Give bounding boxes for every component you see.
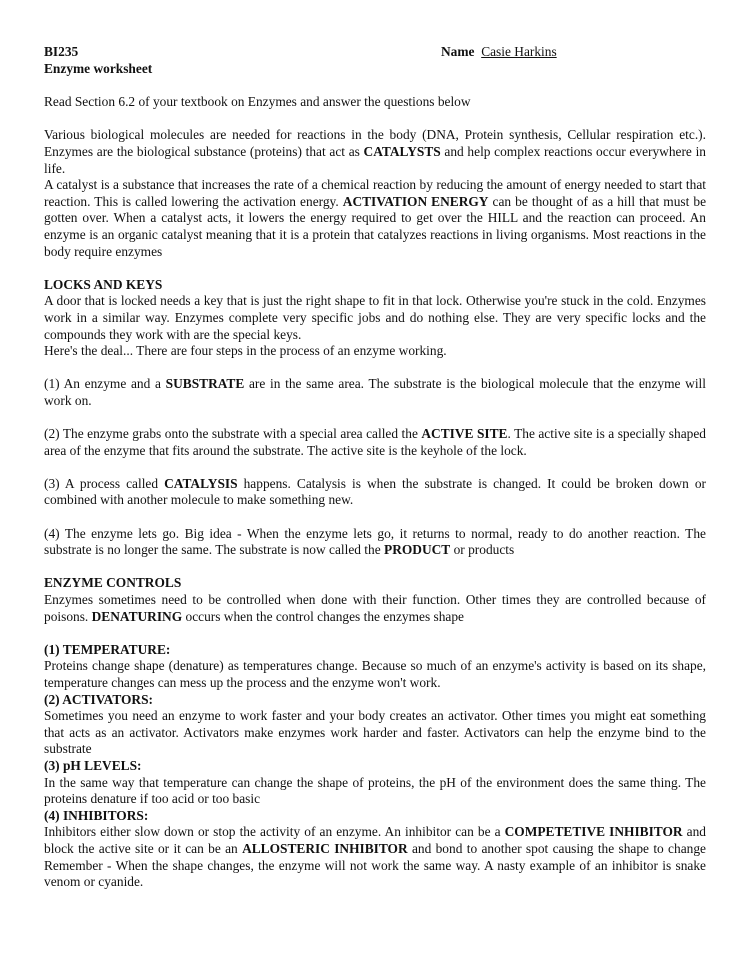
student-name: Casie Harkins [481, 44, 557, 59]
text-run: In the same way that temperature can change the shape of proteins, the pH of the environment does the same thing. The proteins denature if too acid or too basic [44, 774, 706, 807]
bold-term: CATALYSIS [164, 475, 238, 491]
bold-term: PRODUCT [384, 542, 451, 558]
step-1-substrate [44, 376, 706, 409]
text-run: happens. Catalysis is when the substrate is changed. It could be broken down or combined with another molecule to make something new. [44, 475, 706, 508]
text-run: Inhibitors either slow down or stop the activity of an enzyme. An inhibitor can be a [44, 824, 505, 840]
temperature-body [44, 658, 706, 691]
text-run: Various biological molecules are needed for reactions in the body (DNA, Protein synthesis, Cellular respiration etc.). Enzymes are the biological substance (proteins) that act as [44, 127, 706, 159]
text-run: can be thought of as a hill that must be gotten over. When a catalyst acts, it lowers the energy required to get over the HILL and the reaction can proceed. An enzyme is an organic catalyst meaning that it is a protein that catalyzes reactions in living organisms. Most reactions in the body require enzymes [44, 193, 707, 259]
text-run: are in the same area. The substrate is the biological molecule that the enzyme will work on. [44, 376, 706, 408]
text-run: A catalyst is a substance that increases the rate of a chemical reaction by reducing the amount of energy needed to start that reaction. This is called lowering the activation energy. [44, 177, 706, 209]
text-run: (2) The enzyme grabs onto the substrate with a special area called the [44, 426, 422, 442]
spacer [44, 260, 706, 277]
bold-term: CATALYSTS [363, 143, 441, 159]
ph-levels-heading: (3) pH LEVELS: [44, 757, 142, 773]
spacer [44, 111, 706, 128]
four-steps-intro: Here's the deal... There are four steps in the process of an enzyme working. [44, 343, 447, 359]
spacer [44, 625, 706, 642]
text-run: occurs when the control changes the enzymes shape [182, 608, 465, 624]
locks-and-keys-heading: LOCKS AND KEYS [44, 276, 163, 292]
name-label: Name [441, 44, 475, 59]
worksheet-title: Enzyme worksheet [44, 61, 153, 76]
activators-body [44, 708, 706, 758]
text-run: and help complex reactions occur everywhere in life. [44, 143, 706, 176]
inhibitors-heading: (4) INHIBITORS: [44, 807, 149, 823]
worksheet-content [44, 44, 706, 891]
spacer [44, 509, 706, 526]
bold-term: ACTIVATION ENERGY [342, 193, 489, 209]
text-run: (1) An enzyme and a [44, 376, 166, 392]
header-row [44, 44, 706, 61]
text-run: and block the active site or it can be an [44, 824, 706, 856]
instructions: Read Section 6.2 of your textbook on Enzymes and answer the questions below [44, 94, 471, 110]
spacer [44, 559, 706, 576]
text-run: or products [450, 542, 515, 558]
spacer [44, 360, 706, 377]
text-run: . The active site is a specially shaped area of the enzyme that fits around the substrate. The active site is the keyhole of the lock. [44, 426, 706, 458]
bold-term: COMPETETIVE INHIBITOR [504, 824, 683, 840]
text-run: (4) The enzyme lets go. Big idea - When the enzyme lets go, it returns to normal, ready to do another reaction. The substrate is no longer the same. The substrate is now called the [44, 525, 706, 558]
intro-paragraph-activation-energy [44, 177, 706, 260]
enzyme-controls-heading: ENZYME CONTROLS [44, 575, 182, 591]
text-run: Sometimes you need an enzyme to work faster and your body creates an activator. Other times you might eat something that acts as an activator. Activators make enzymes work harder and faster. Activators can help the enzyme bind to the substrate [44, 708, 706, 757]
bold-term: DENATURING [91, 608, 183, 624]
step-3-catalysis [44, 476, 706, 509]
text-run: Enzymes sometimes need to be controlled when done with their function. Other times they are controlled because of poisons. [44, 592, 706, 624]
inhibitors-body [44, 824, 706, 890]
spacer [44, 78, 706, 95]
text-run: and bond to another spot causing the shape to change Remember - When the shape changes, the enzyme will not work the same way. A nasty example of an inhibitor is snake venom or cyanide. [44, 840, 706, 890]
bold-term: ALLOSTERIC INHIBITOR [242, 840, 408, 856]
bold-term: ACTIVE SITE [421, 426, 508, 442]
temperature-heading: (1) TEMPERATURE: [44, 641, 171, 657]
text-run: (3) A process called [44, 475, 165, 491]
enzyme-controls-body [44, 592, 706, 625]
student-name-field [441, 44, 557, 61]
bold-term: SUBSTRATE [165, 376, 245, 392]
locks-and-keys-body: A door that is locked needs a key that is just the right shape to fit in that lock. Otherwise you're stuck in the cold. Enzymes work in a similar way. Enzymes complete very specific jobs and do nothing else. They are very specific locks and the compounds they work with are the special keys. [44, 293, 706, 342]
course-code: BI235 [44, 44, 79, 59]
text-run: Proteins change shape (denature) as temperatures change. Because so much of an enzyme's activity is based on its shape, temperature changes can mess up the process and the enzyme won't work. [44, 658, 706, 690]
step-4-product [44, 526, 706, 559]
intro-paragraph-catalysts [44, 127, 706, 177]
spacer [44, 409, 706, 426]
ph-levels-body [44, 775, 706, 808]
step-2-active-site [44, 426, 706, 459]
activators-heading: (2) ACTIVATORS: [44, 691, 154, 707]
spacer [44, 459, 706, 476]
